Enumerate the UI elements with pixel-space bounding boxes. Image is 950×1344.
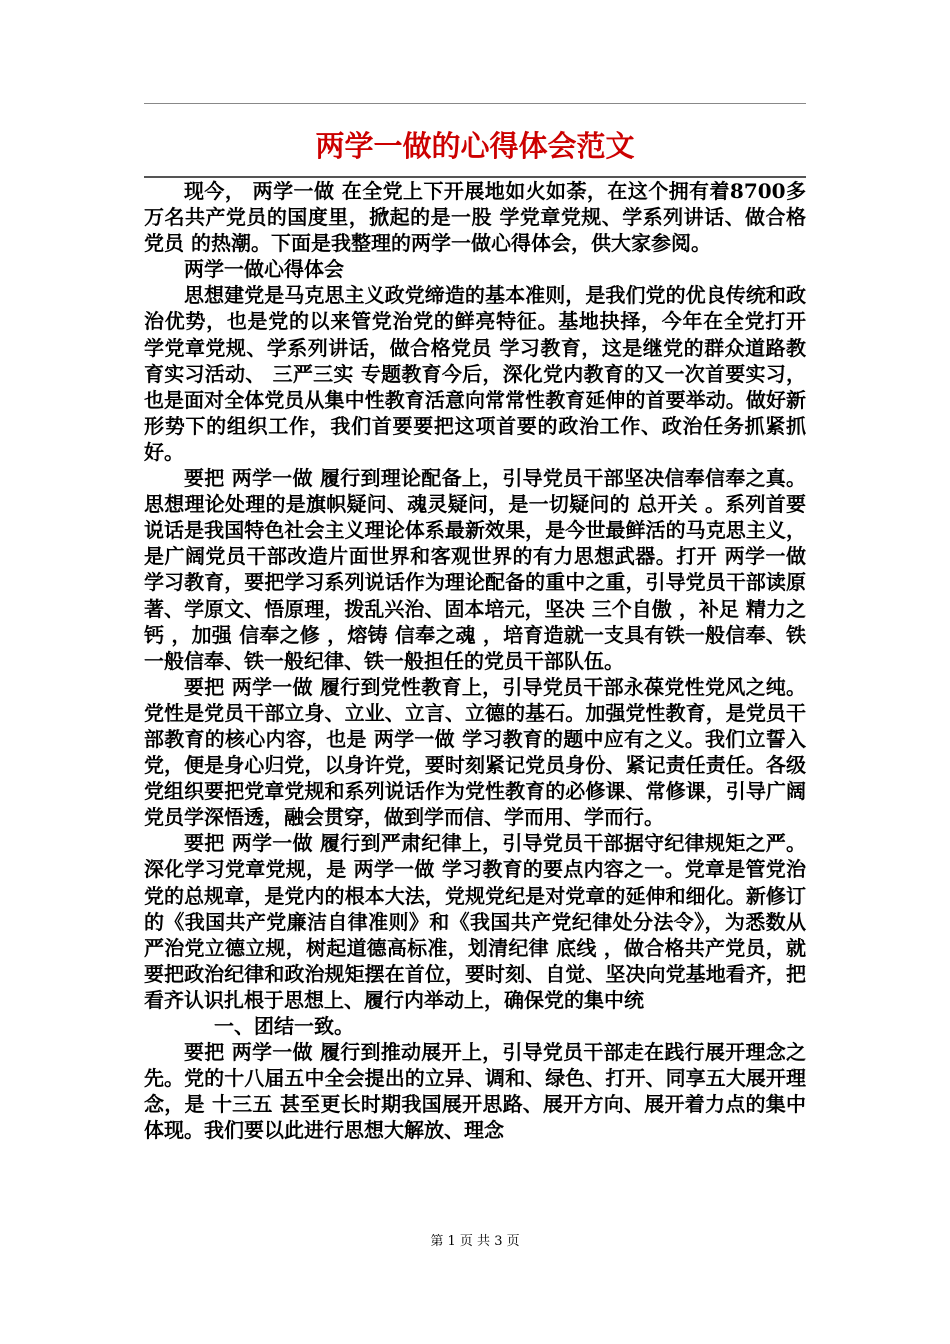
body-paragraph: 思想建党是马克思主义政党缔造的基本准则，是我们党的优良传统和政治优势，也是党的以来管党治党的鲜亮特征。基地抉择，今年在全党打开 学党章党规、学系列讲话，做合格党员 学习教育，这是继党的群众道路教育实习活动、 三严三实 专题教育今后，深化党内教育的又一次首要实习，也是面对全体党员从集中性教育活意向常常性教育延伸的首要举动。做好新形势下的组织工作，我们首要要把这项首要的政治工作、政治任务抓紧抓好。 bbox=[144, 283, 806, 464]
header-rule bbox=[144, 103, 806, 104]
intro-paragraph: 现今， 两学一做 在全党上下开展地如火如荼，在这个拥有着8700多万名共产党员的国度里，掀起的是一股 学党章党规、学系列讲话、做合格党员 的热潮。下面是我整理的两学一做心得体会，供大家参阅。 bbox=[144, 179, 806, 256]
document-title: 两学一做的心得体会范文 bbox=[315, 129, 635, 163]
section-heading: 两学一做心得体会 bbox=[184, 257, 344, 282]
page-number: 第 1 页 共 3 页 bbox=[430, 1234, 520, 1249]
body-paragraph: 要把 两学一做 履行到推动展开上，引导党员干部走在践行展开理念之先。党的十八届五中全会提出的立异、调和、绿色、打开、同享五大展开理念，是 十三五 甚至更长时期我国展开思路、展开方向、展开着力点的集中体现。我们要以此进行思想大解放、理念 bbox=[144, 1040, 806, 1143]
document-body bbox=[144, 178, 806, 1143]
body-paragraph: 要把 两学一做 履行到严肃纪律上，引导党员干部据守纪律规矩之严。深化学习党章党规，是 两学一做 学习教育的要点内容之一。党章是管党治党的总规章，是党内的根本大法，党规党纪是对党章的延伸和细化。新修订的《我国共产党廉洁自律准则》和《我国共产党纪律处分法令》，为悉数从严治党立德立规，树起道德高标准，划清纪律 底线 ，做合格共产党员，就要把政治纪律和政治规矩摆在首位，要时刻、自觉、坚决向党基地看齐，把看齐认识扎根于思想上、履行内举动上，确保党的集中统 bbox=[144, 831, 806, 1012]
body-paragraph: 一、团结一致。 bbox=[214, 1014, 354, 1038]
body-paragraph: 要把 两学一做 履行到理论配备上，引导党员干部坚决信奉信奉之真。思想理论处理的是旗帜疑问、魂灵疑问，是一切疑问的 总开关 。系列首要说话是我国特色社会主义理论体系最新效果，是今世最鲜活的马克思主义，是广阔党员干部改造片面世界和客观世界的有力思想武器。打开 两学一做 学习教育，要把学习系列说话作为理论配备的重中之重，引导党员干部读原著、学原文、悟原理，拨乱兴治、固本培元，坚决 三个自傲 ，补足 精力之钙 ，加强 信奉之修 ，熔铸 信奉之魂 ，培育造就一支具有铁一般信奉、铁一般信奉、铁一般纪律、铁一般担任的党员干部队伍。 bbox=[144, 466, 806, 673]
body-paragraph: 要把 两学一做 履行到党性教育上，引导党员干部永葆党性党风之纯。党性是党员干部立身、立业、立言、立德的基石。加强党性教育，是党员干部教育的核心内容，也是 两学一做 学习教育的题中应有之义。我们立誓入党，便是身心归党，以身许党，要时刻紧记党员身份、紧记责任责任。各级党组织要把党章党规和系列说话作为党性教育的必修课、常修课，引导广阔党员学深悟透，融会贯穿，做到学而信、学而用、学而行。 bbox=[144, 674, 806, 830]
